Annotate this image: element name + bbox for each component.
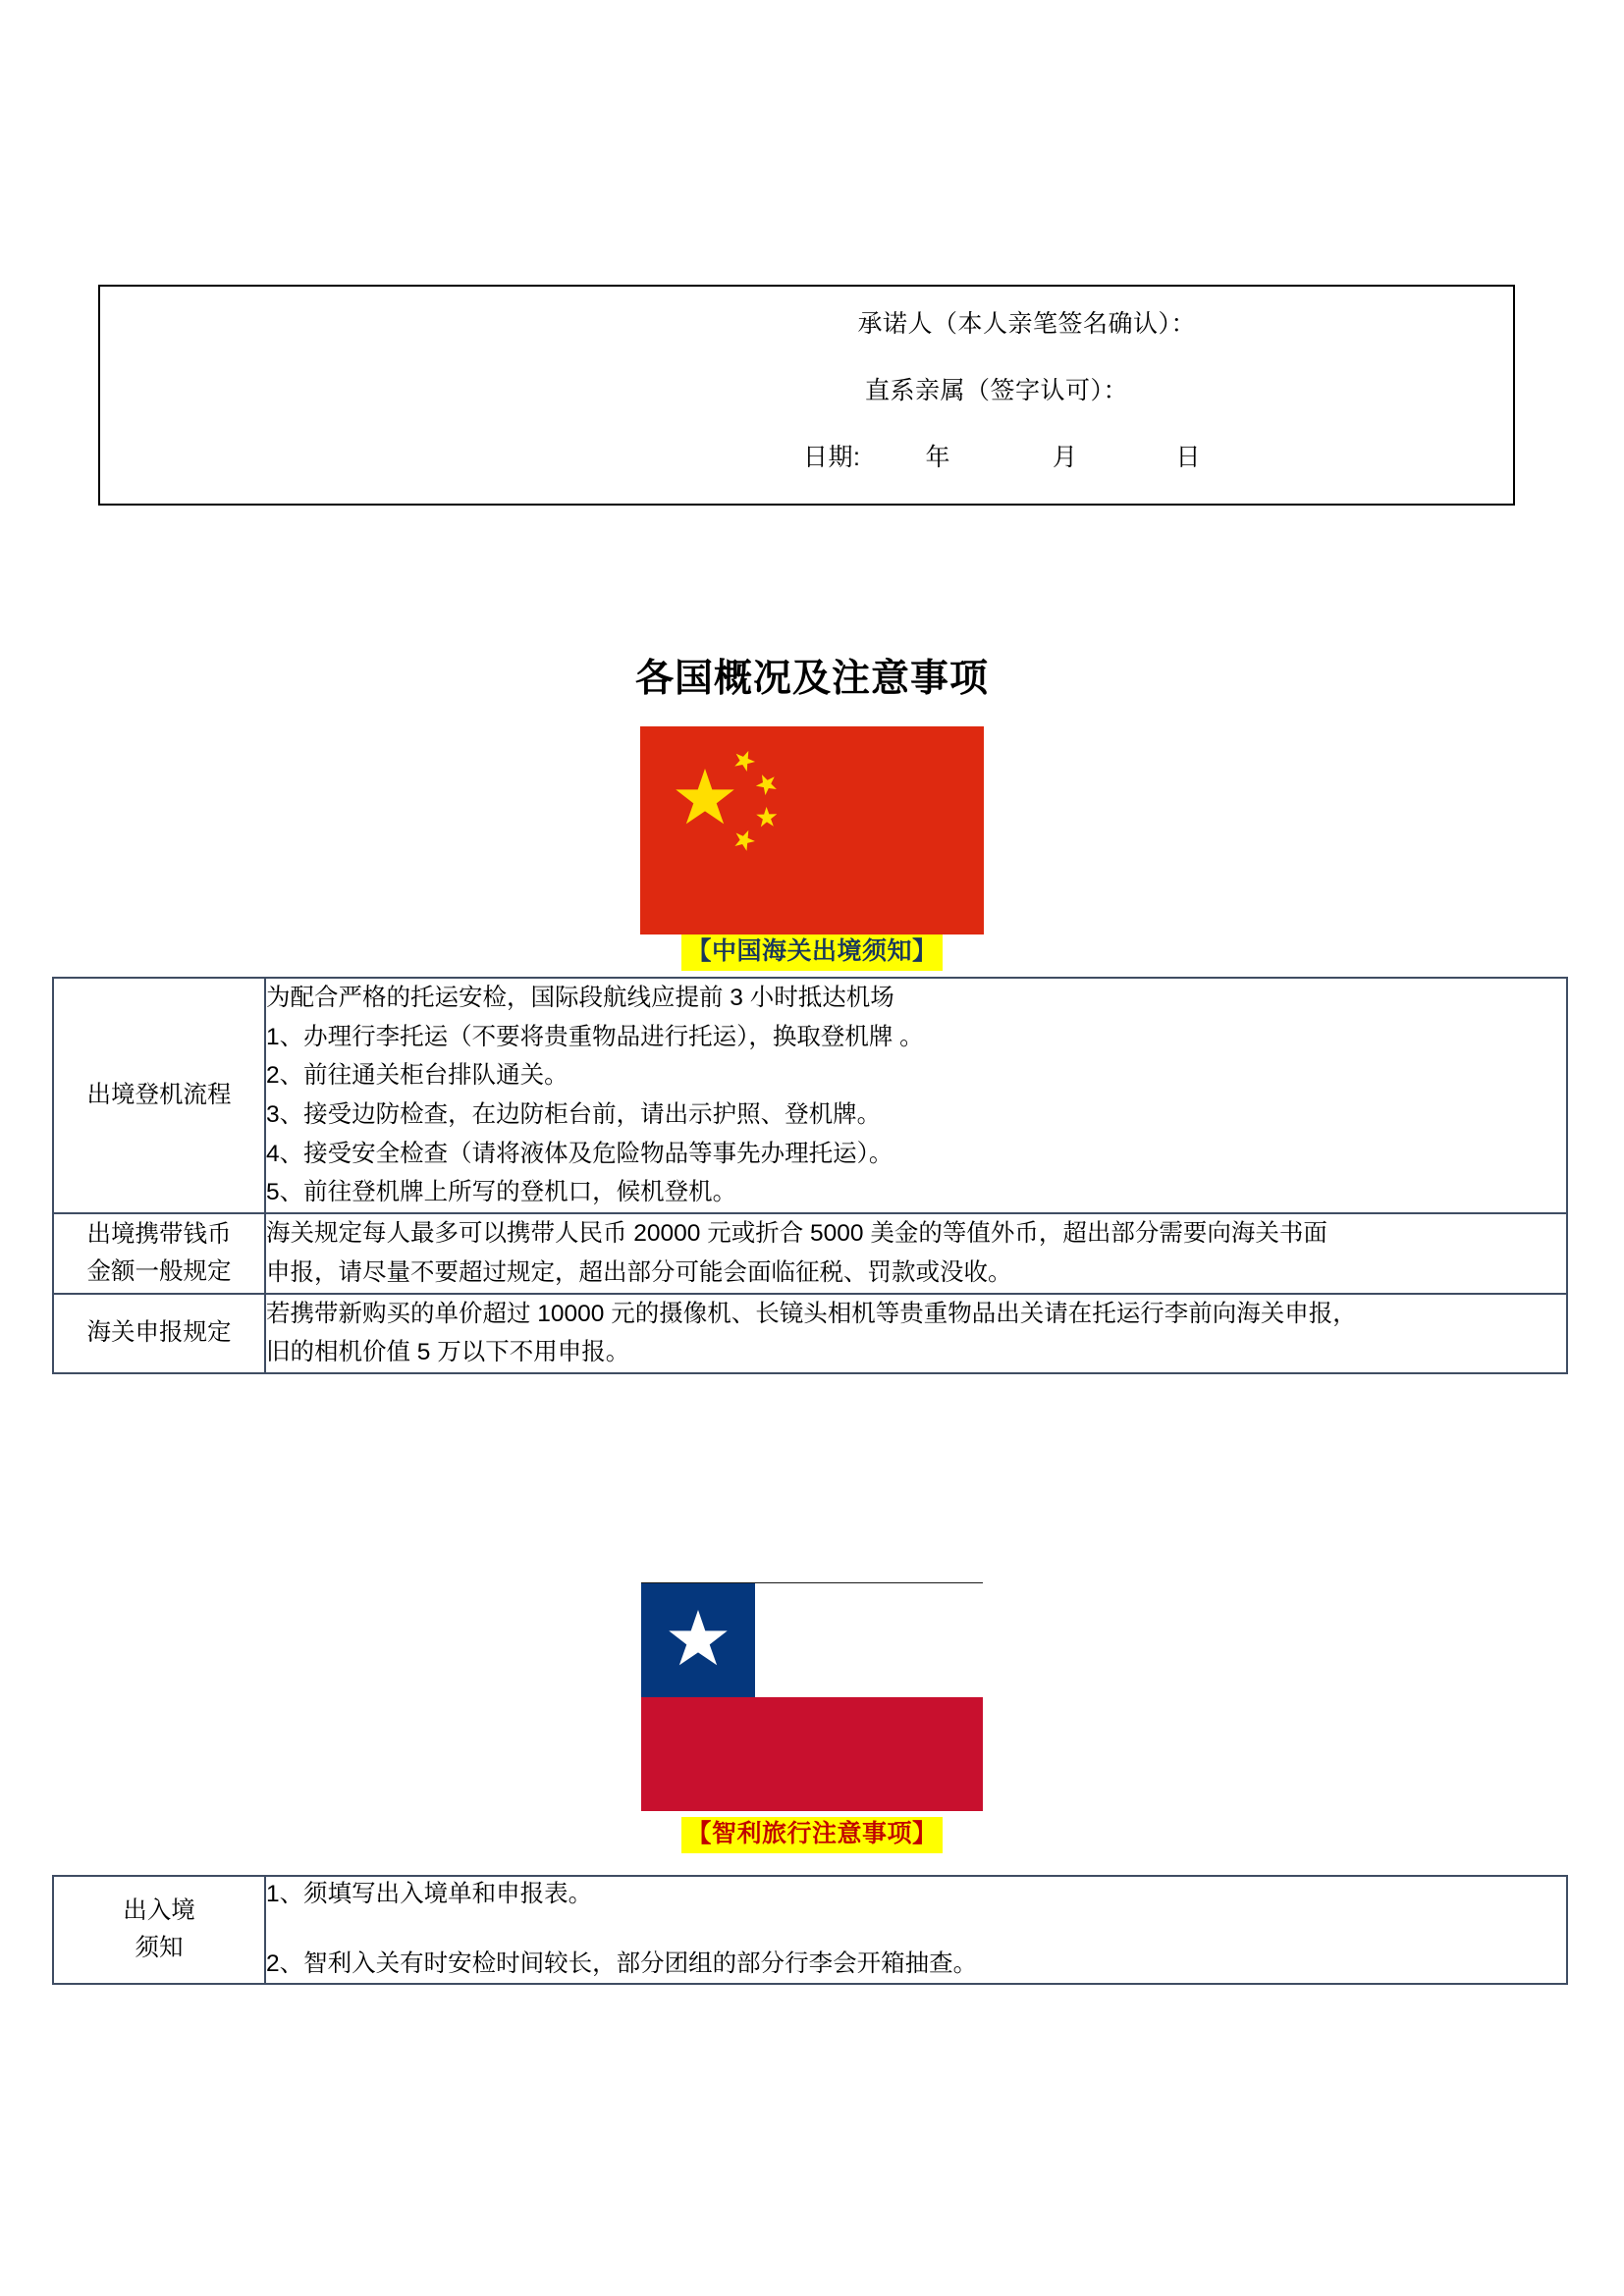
date-row — [803, 442, 1201, 475]
label-line: 金额一般规定 — [86, 1257, 232, 1285]
row-body-entry-exit-notes — [265, 1876, 1567, 1984]
china-flag — [640, 726, 984, 934]
star-icon — [668, 1610, 729, 1671]
label-line: 须知 — [135, 1934, 184, 1961]
china-flag-container — [0, 726, 1624, 934]
row-label-currency-limit — [53, 1213, 265, 1293]
label-line: 出入境 — [123, 1896, 195, 1924]
date-month-label: 月 — [1052, 443, 1078, 471]
date-line — [100, 442, 1513, 475]
row-label-departure-process: 出境登机流程 — [53, 978, 265, 1213]
china-customs-caption: 【中国海关出境须知】 — [681, 934, 942, 971]
china-customs-table — [52, 977, 1568, 1374]
chile-travel-caption: 【智利旅行注意事项】 — [681, 1817, 942, 1853]
relative-signature-line: 直系亲属（签字认可）： — [864, 376, 1128, 404]
body-line: 3、接受边防检查，在边防柜台前，请出示护照、登机牌。 — [266, 1101, 882, 1129]
date-day-label: 日 — [1175, 443, 1201, 471]
chile-flag-blue-canton — [641, 1583, 755, 1697]
chile-travel-table — [52, 1875, 1568, 1985]
page-title: 各国概况及注意事项 — [634, 658, 989, 700]
table-row — [53, 1876, 1567, 1984]
chile-flag-red-band — [641, 1697, 983, 1811]
chile-flag-container — [0, 1582, 1624, 1811]
china-caption-container — [0, 934, 1624, 971]
row-body-declaration-rules — [265, 1294, 1567, 1373]
body-line: 为配合严格的托运安检，国际段航线应提前 3 小时抵达机场 — [266, 985, 894, 1011]
row-label-entry-exit-notes — [53, 1876, 265, 1984]
promisor-signature-line: 承诺人（本人亲笔签名确认）： — [857, 310, 1196, 338]
body-line: 2、前往通关柜台排队通关。 — [266, 1062, 568, 1090]
body-line: 2、智利入关有时安检时间较长，部分团组的部分行李会开箱抽查。 — [266, 1949, 978, 1977]
body-line: 申报，请尽量不要超过规定，超出部分可能会面临征税、罚款或没收。 — [266, 1258, 1012, 1286]
table-row — [53, 1294, 1567, 1373]
star-icon — [751, 769, 782, 799]
body-line: 旧的相机价值 5 万以下不用申报。 — [266, 1339, 630, 1366]
row-body-departure-process — [265, 978, 1567, 1213]
date-year-label: 年 — [925, 443, 950, 471]
chile-caption-container — [0, 1817, 1624, 1853]
row-body-currency-limit — [265, 1213, 1567, 1293]
body-line: 1、须填写出入境单和申报表。 — [266, 1881, 593, 1907]
signature-box — [98, 285, 1515, 506]
chile-flag — [641, 1582, 983, 1811]
body-line: 4、接受安全检查（请将液体及危险物品等事先办理托运）。 — [266, 1140, 893, 1167]
star-icon — [732, 828, 756, 852]
body-line: 5、前往登机牌上所写的登机口，候机登机。 — [266, 1179, 737, 1206]
label-line: 出境携带钱币 — [86, 1220, 232, 1248]
star-icon — [753, 804, 781, 831]
row-label-declaration-rules: 海关申报规定 — [53, 1294, 265, 1373]
body-line: 海关规定每人最多可以携带人民币 20000 元或折合 5000 美金的等值外币，超出部分需要向海关书面 — [266, 1220, 1327, 1248]
star-icon — [675, 769, 735, 829]
table-row — [53, 978, 1567, 1213]
spacer — [266, 1913, 1566, 1947]
body-line: 1、办理行李托运（不要将贵重物品进行托运），换取登机牌 。 — [266, 1023, 924, 1050]
date-label: 日期: — [803, 443, 861, 471]
body-line: 若携带新购买的单价超过 10000 元的摄像机、长镜头相机等贵重物品出关请在托运行李前向海关申报， — [266, 1300, 1357, 1327]
table-row — [53, 1213, 1567, 1293]
star-icon — [731, 747, 759, 775]
